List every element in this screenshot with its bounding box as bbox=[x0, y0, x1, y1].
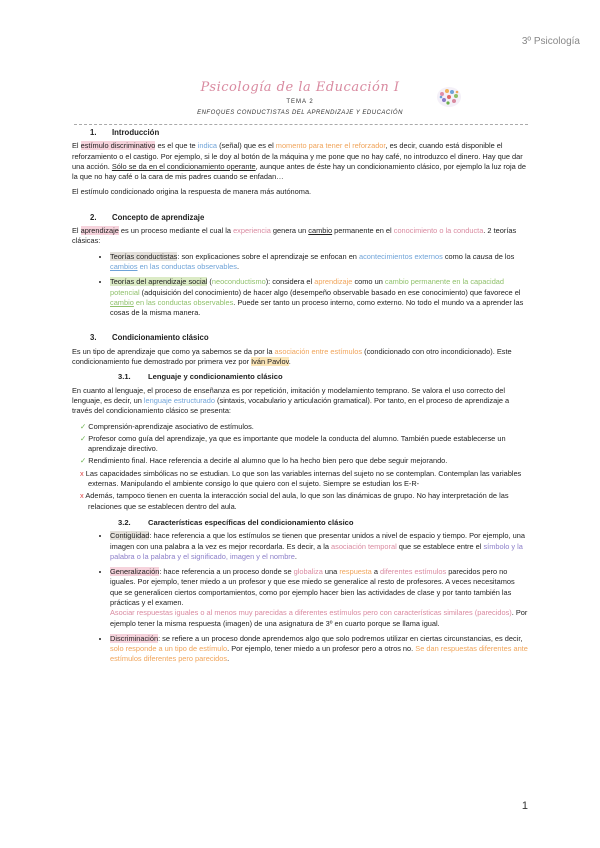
cross-item: x Además, tampoco tienen en cuenta la interacción social del aula, lo que son las dinámicas de grupo. No hay interpretación de las relaciones que se establecen dentro del aula. bbox=[80, 491, 509, 511]
section-1-heading: 1. Introducción bbox=[90, 128, 160, 137]
list-item: • Discriminación: se refiere a un proceso donde aprendemos algo que solo podremos utilizar en ciertas circunstancias, es decir, solo responde a un tipo de estímulo. Por ejemplo, tener miedo a un profesor pero a otros no. Se dan respuestas diferentes ante estímulos diferentes pero parecidos. bbox=[110, 634, 528, 665]
section-3-paragraph: Es un tipo de aprendizaje que como ya sabemos se da por la asociación entre estímulos (condicionado con otro incondicionado). Este condicionamiento fue demostrado por primera vez por Iván Pavlov. bbox=[72, 346, 512, 367]
section-1-paragraph: El estímulo discriminativo es el que te indica (señal) que es el momento para tener el reforzador, es decir, cuando está disponible el reforzamiento o el castigo. Por ejemplo, si le doy al botón de la máquina y me pone que no hay café, no introduzco el dinero. Hay que dar una acción. Sólo se da en el condicionamiento operante, aunque antes de éste hay un condicionamiento clásico, por ejemplo la luz roja de la que no hay café o la cara de mis padres cuando se enfadan… bbox=[72, 141, 527, 182]
check-item: ✓ Profesor como guía del aprendizaje, ya que es importante que modele la conducta del alumno. También puede establecerse un aprendizaje directivo. bbox=[80, 433, 506, 454]
cross-item: x Las capacidades simbólicas no se estudian. Lo que son las variables internas del sujeto no se contemplan. Contemplan las variables externas. Manipulando el ambiente consigo lo que quiero con el sujeto. Siempre se estudian los E-R- bbox=[80, 468, 522, 489]
page-number: 1 bbox=[521, 800, 528, 812]
list-item: • Generalización: hace referencia a un proceso donde se globaliza una respuesta a diferentes estímulos parecidos pero no iguales. Por ejemplo, tener miedo a un profesor y que ese miedo se generalice al resto de profesores. A veces necesitamos que se generalicen ciertos comportamientos, como por ejemplo hacer bien las actividades de clase y por tanto también las prácticas y el examen. Asociar respuestas iguales o al menos muy parecidas a diferentes estímulos pero con características similares (parecidos). Por ejemplo tener la misma respuesta (imagen) de una asignatura de 3º en cuarto porque se llama igual. bbox=[110, 567, 528, 629]
list-item: • Teorías conductistas: son explicaciones sobre el aprendizaje se enfocan en acontecimientos externos como la causa de los cambios en las conductas observables. bbox=[110, 252, 528, 273]
section-2-heading: 2. Concepto de aprendizaje bbox=[90, 212, 205, 222]
list-item: • Contigüidad: hace referencia a que los estímulos se tienen que presentar unidos a nivel de espacio y tiempo. Por ejemplo, una imagen con una palabra a la vez es mejor recordarla. Es decir, a la asociación temporal que se establece entre el símbolo y la palabra o la palabra y el significado, imagen y el nombre. bbox=[110, 531, 528, 562]
section-3-2-heading: 3.2. Características específicas del condicionamiento clásico bbox=[118, 517, 354, 527]
header-divider bbox=[74, 124, 528, 125]
course-label: 3º Psicología bbox=[521, 36, 580, 47]
check-item: ✓ Rendimiento final. Hace referencia a decirle al alumno que lo ha hecho bien pero que debe seguir mejorando. bbox=[80, 456, 448, 466]
section-3-1-paragraph: En cuanto al lenguaje, el proceso de enseñanza es por repetición, imitación y modelamiento temprano. Se valora el uso correcto del lenguaje, es decir, un lenguaje estructurado (sintaxis, vocabulario y articulación gramatical). Por tanto, en el proceso de aprendizaje a través del condicionamiento clásico se presenta: bbox=[72, 385, 510, 416]
topic-number: TEMA 2 bbox=[286, 99, 314, 105]
document-title: Psicología de la Educación I bbox=[200, 80, 400, 95]
list-item: • Teorías del aprendizaje social (neoconductismo): considera el aprendizaje como un cambio permanente en la capacidad potencial (adquisición del conocimiento) de hacer algo (desempeño observable basado en ese conocimiento) que favorece el cambio en las conductas observables. Puede ser tanto un proceso interno, como externo. No todo el mundo va a aprender las cosas de la misma manera. bbox=[110, 277, 528, 318]
section-3-1-heading: 3.1. Lenguaje y condicionamiento clásico bbox=[118, 372, 283, 382]
check-item: ✓ Comprensión-aprendizaje asociativo de estímulos. bbox=[80, 421, 254, 431]
document-subtitle: ENFOQUES CONDUCTISTAS DEL APRENDIZAJE Y EDUCACIÓN bbox=[197, 110, 403, 116]
page-body bbox=[72, 128, 528, 670]
section-3-heading: 3. Condicionamiento clásico bbox=[90, 333, 209, 343]
decorative-logo-icon bbox=[436, 86, 462, 108]
section-2-paragraph: El aprendizaje es un proceso mediante el cual la experiencia genera un cambio permanente en el conocimiento o la conducta. 2 teorías clásicas: bbox=[72, 226, 517, 246]
section-1-paragraph-2: El estímulo condicionado origina la respuesta de manera más autónoma. bbox=[72, 187, 312, 197]
